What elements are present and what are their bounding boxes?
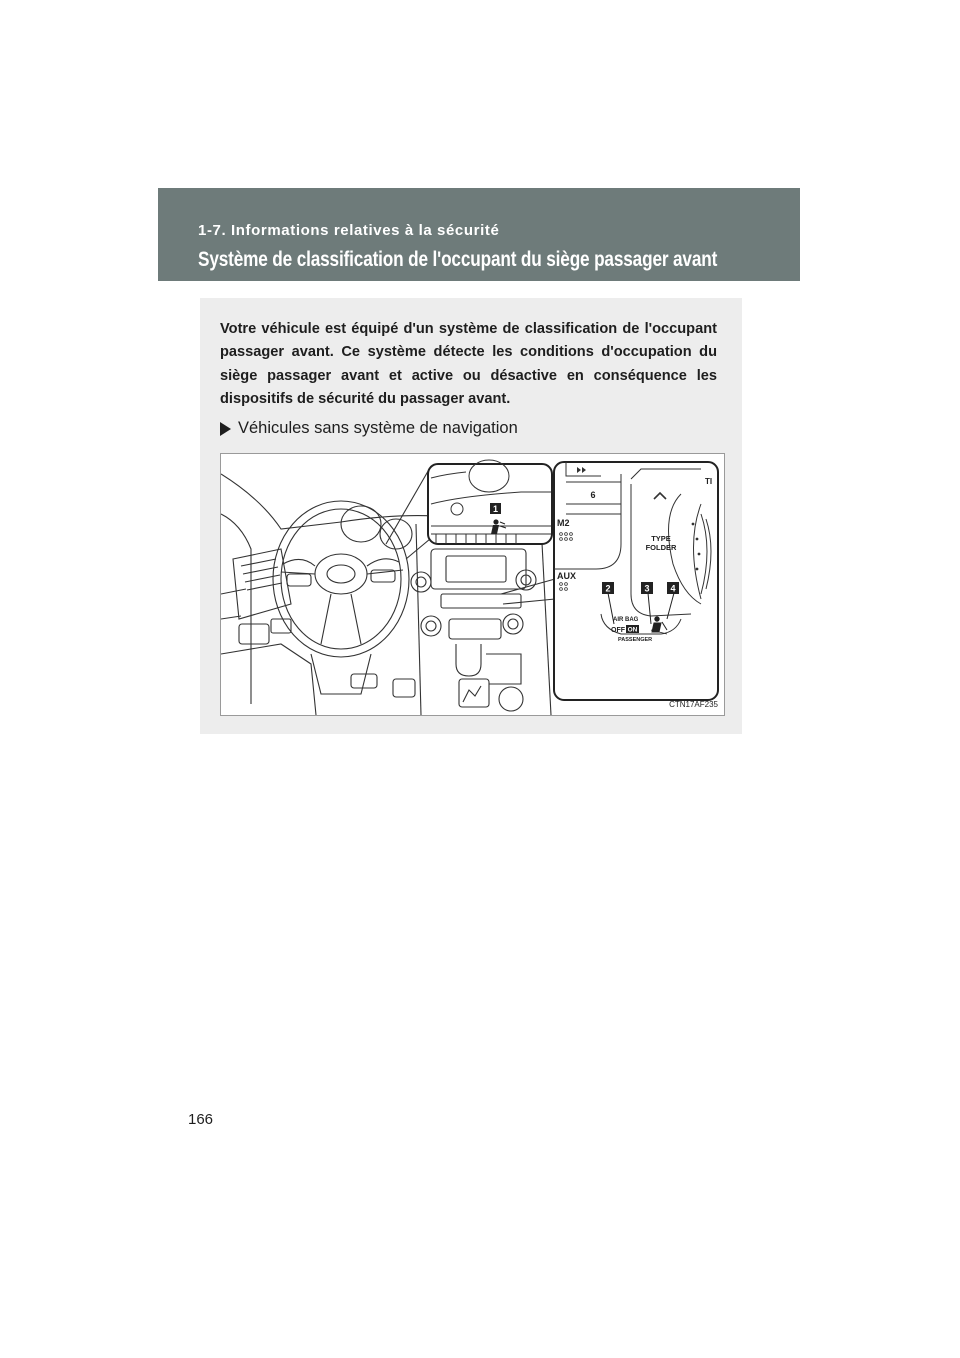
dashboard-illustration	[220, 453, 725, 716]
label-folder: FOLDER	[645, 543, 677, 552]
label-ti: TI	[705, 477, 713, 486]
page-title: Système de classification de l'occupant du siège passager avant	[198, 248, 718, 271]
figure-code: CTN17AF235	[669, 700, 718, 709]
callout-1: 1	[492, 504, 499, 514]
label-passenger: PASSENGER	[618, 637, 653, 643]
label-6: 6	[590, 490, 596, 500]
arrow-right-icon	[220, 422, 231, 436]
intro-paragraph: Votre véhicule est équipé d'un système de classification de l'occupant passager avant. Ce système détecte les conditions d'occupation du siège passager avant et active ou désactive en conséquence les dispositifs de sécurité du passager avant.	[220, 321, 717, 407]
label-m2: M2	[557, 518, 570, 528]
callout-2: 2	[605, 583, 611, 594]
content-box	[200, 298, 742, 734]
label-air-bag: AIR BAG	[613, 617, 639, 623]
subheading	[220, 419, 518, 438]
callout-3: 3	[644, 583, 650, 594]
callout-4: 4	[670, 583, 676, 594]
subheading-text: Véhicules sans système de navigation	[238, 419, 518, 437]
section-label: 1-7. Informations relatives à la sécurité	[198, 222, 500, 239]
label-type: TYPE	[651, 534, 671, 543]
label-off: OFF	[611, 627, 625, 634]
label-on: ON	[627, 626, 638, 634]
label-aux: AUX	[557, 571, 577, 581]
page-number: 166	[188, 1111, 214, 1128]
section-header	[158, 188, 800, 281]
dashboard-drawing	[221, 454, 724, 715]
